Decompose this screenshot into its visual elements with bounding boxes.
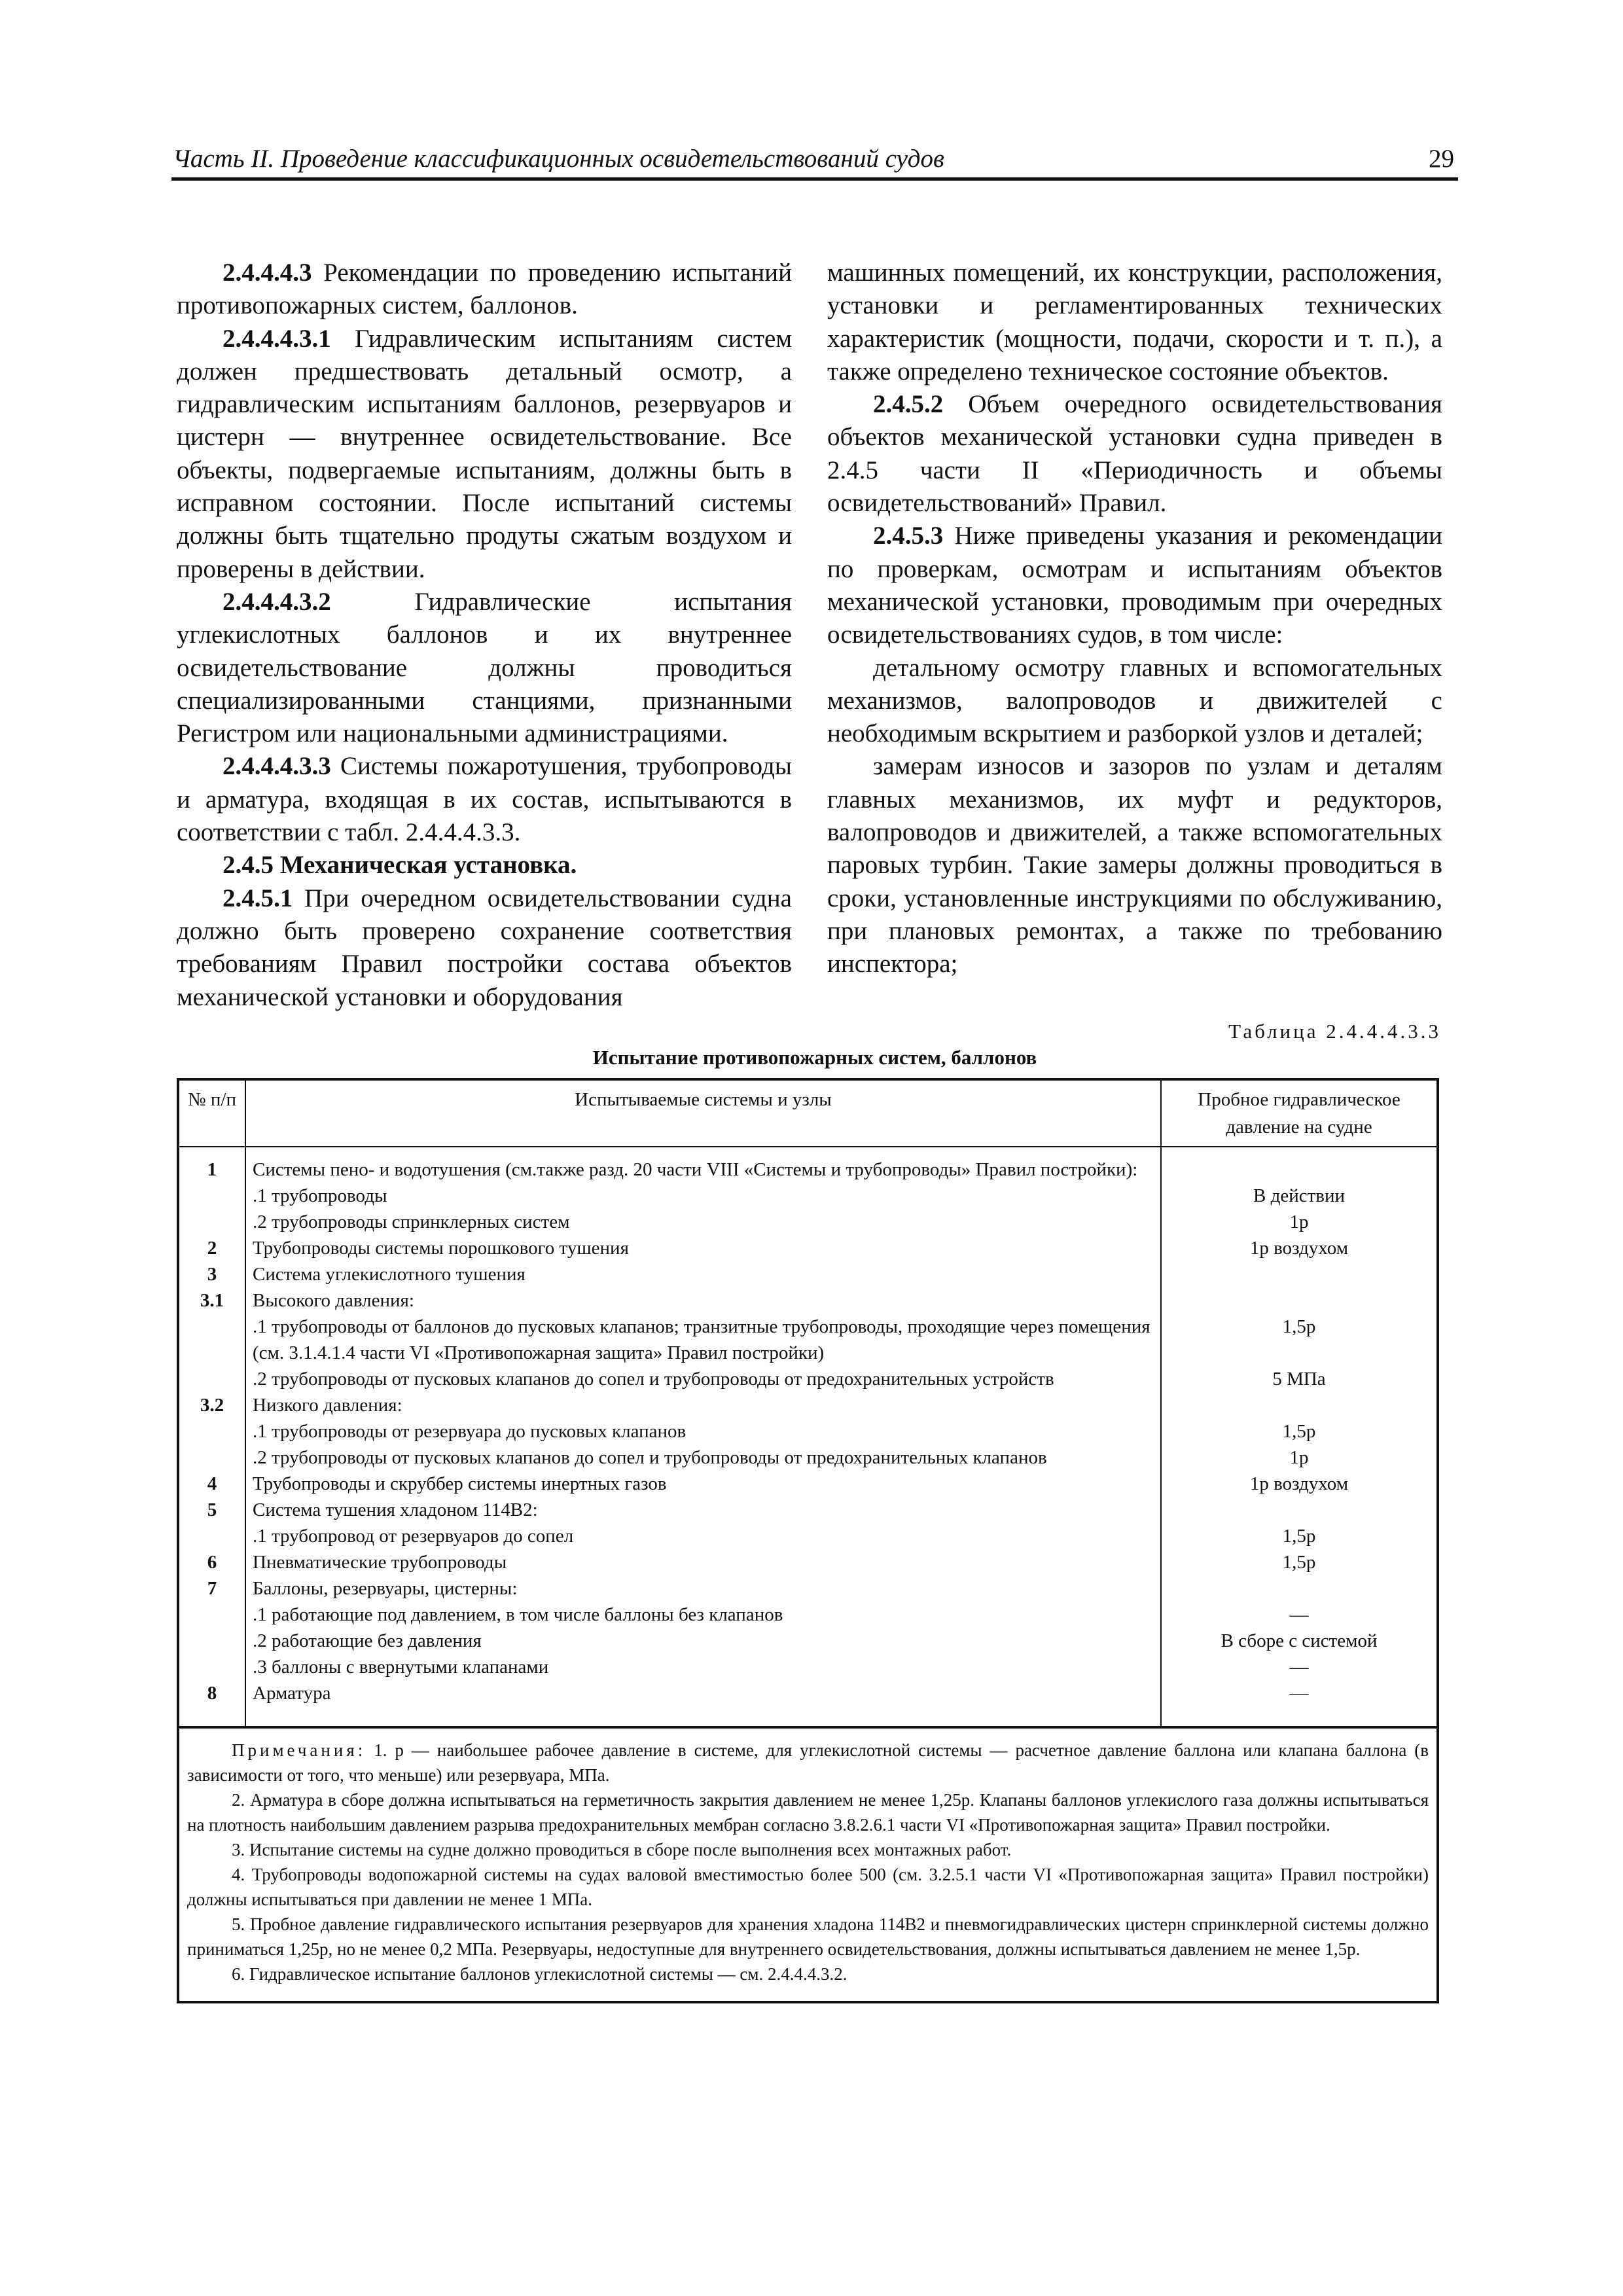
row-description: .2 трубопроводы от пусковых клапанов до сопел и трубопроводы от предохранительных устройств [245, 1366, 1161, 1392]
paragraph [177, 586, 792, 750]
row-description: .2 трубопроводы спринклерных систем [245, 1209, 1161, 1235]
table-row [178, 1392, 1438, 1418]
row-description: Трубопроводы и скруббер системы инертных газов [245, 1471, 1161, 1497]
paragraph-text: При очередном освидетельствовании судна должно быть проверено сохранение соответствия требованиям Правил постройки состава объектов механической установки и оборудования [177, 884, 792, 1011]
clause-number: 2.4.5.3 [873, 522, 944, 550]
row-description: Система углекислотного тушения [245, 1261, 1161, 1287]
row-pressure: 1p [1289, 1447, 1309, 1468]
row-number: 6 [178, 1549, 245, 1575]
row-description: Низкого давления: [245, 1392, 1161, 1418]
row-number [178, 1366, 245, 1392]
paragraph [177, 882, 792, 1014]
row-number: 8 [178, 1680, 245, 1727]
table-row [178, 1471, 1438, 1497]
table-row [178, 1147, 1438, 1183]
page-header [171, 140, 1458, 181]
running-title: Часть II. Проведение классификационных освидетельствований судов [173, 145, 944, 173]
header-systems: Испытываемые системы и узлы [245, 1079, 1161, 1147]
row-description: .1 трубопроводы [245, 1183, 1161, 1209]
row-number [178, 1314, 245, 1366]
note-text: 2. Арматура в сборе должна испытываться на герметичность закрытия давлением не менее 1,25p. Клапаны баллонов углекислого газа должны испытываться на плотность наибольшим давлением разрыва предохранительных мембран согласно 3.8.2.6.1 части VI «Противопожарная защита» Правил постройки. [187, 1790, 1429, 1835]
table-row [178, 1549, 1438, 1575]
paragraph-text: Рекомендации по проведению испытаний противопожарных систем, баллонов. [177, 259, 792, 320]
clause-number: 2.4.4.4.3.2 [223, 587, 331, 616]
row-description: Баллоны, резервуары, цистерны: [245, 1575, 1161, 1602]
row-pressure [1161, 1147, 1438, 1183]
row-description: Пневматические трубопроводы [245, 1549, 1161, 1575]
table-row [178, 1314, 1438, 1366]
paragraph-text: Объем очередного освидетельствования объектов механической установки судна приведен в 2.4.5 части II «Периодичность и объемы освидетельствований» Правил. [827, 390, 1442, 518]
notes-row [178, 1727, 1438, 2002]
row-pressure: — [1289, 1604, 1309, 1625]
row-number [178, 1523, 245, 1549]
row-pressure: 1,5p [1282, 1526, 1316, 1547]
row-description: Арматура [245, 1680, 1161, 1727]
row-pressure: 1,5p [1282, 1316, 1316, 1337]
table-row [178, 1209, 1438, 1235]
row-pressure [1161, 1392, 1438, 1418]
header-pressure: Пробное гидравлическое давление на судне [1161, 1079, 1438, 1147]
table-row [178, 1235, 1438, 1261]
row-number: 3 [178, 1261, 245, 1287]
row-number [178, 1602, 245, 1628]
table-row [178, 1602, 1438, 1628]
table-body [178, 1147, 1438, 1727]
paragraph [177, 323, 792, 586]
paragraph-text: замерам износов и зазоров по узлам и деталям главных механизмов, их муфт и редукторов, валопроводов и движителей, а также вспомогательных паровых турбин. Такие замеры должны проводиться в сроки, установленные инструкциями по обслуживанию, при плановых ремонтах, а также по требованию инспектора; [827, 752, 1442, 978]
row-number [178, 1183, 245, 1209]
note-text: 1. p — наибольшее рабочее давление в системе, для углекислотной системы — расчетное давление баллона или клапана баллона (в зависимости от того, что меньше) или резервуара, МПа. [187, 1740, 1429, 1785]
notes-label: Примечания: [232, 1740, 366, 1760]
note-text: 4. Трубопроводы водопожарной системы на судах валовой вместимостью более 500 (см. 3.2.5.1 части VI «Противопожарная защита» Правил постройки) должны испытываться при давлении не менее 1 МПа. [187, 1865, 1429, 1909]
clause-number: 2.4.4.4.3.3 [223, 752, 331, 781]
table-row [178, 1261, 1438, 1287]
paragraph [177, 849, 792, 882]
paragraph [177, 257, 792, 323]
row-description: Трубопроводы системы порошкового тушения [245, 1235, 1161, 1261]
row-number [178, 1654, 245, 1680]
table-row [178, 1654, 1438, 1680]
table-row [178, 1628, 1438, 1654]
row-number: 1 [178, 1147, 245, 1183]
note [187, 1912, 1429, 1962]
row-number [178, 1209, 245, 1235]
table-row [178, 1183, 1438, 1209]
left-column [177, 257, 792, 1014]
right-column [827, 257, 1442, 981]
row-description: Высокого давления: [245, 1287, 1161, 1314]
table-title: Испытание противопожарных систем, баллонов [592, 1046, 1037, 1069]
header-number: № п/п [178, 1079, 245, 1147]
row-pressure: 1p [1289, 1211, 1309, 1232]
paragraph [827, 257, 1442, 388]
paragraph-text: Гидравлическим испытаниям систем должен предшествовать детальный осмотр, а гидравлическим испытаниям баллонов, резервуаров и цистерн — внутреннее освидетельствование. Все объекты, подвергаемые испытаниям, должны быть в исправном состоянии. После испытаний системы должны быть тщательно продуты сжатым воздухом и проверены в действии. [177, 324, 792, 583]
row-description: .1 трубопроводы от баллонов до пусковых клапанов; транзитные трубопроводы, проходящие через помещения (см. 3.1.4.1.4 части VI «Противопожарная защита» Правил постройки) [245, 1314, 1161, 1366]
table-row [178, 1366, 1438, 1392]
row-number [178, 1444, 245, 1471]
row-pressure: 5 МПа [1272, 1369, 1326, 1390]
row-pressure [1161, 1575, 1438, 1602]
table-row [178, 1418, 1438, 1444]
row-pressure: 1,5p [1282, 1552, 1316, 1573]
row-description: .1 работающие под давлением, в том числе баллоны без клапанов [245, 1602, 1161, 1628]
row-number: 7 [178, 1575, 245, 1602]
paragraph-text: Системы пожаротушения, трубопроводы и арматура, входящая в их состав, испытываются в соответствии с табл. 2.4.4.4.3.3. [177, 752, 792, 847]
paragraph [827, 388, 1442, 520]
row-description: .2 трубопроводы от пусковых клапанов до сопел и трубопроводы от предохранительных клапанов [245, 1444, 1161, 1471]
clause-number: 2.4.5 Механическая установка. [223, 851, 577, 880]
row-number: 3.1 [178, 1287, 245, 1314]
paragraph-text: Гидравлические испытания углекислотных баллонов и их внутреннее освидетельствование должны проводиться специализированными станциями, признанными Регистром или национальными администрациями. [177, 587, 792, 748]
row-number: 3.2 [178, 1392, 245, 1418]
row-number [178, 1418, 245, 1444]
clause-number: 2.4.4.4.3.1 [223, 324, 331, 353]
note [187, 1837, 1429, 1862]
page-number: 29 [1429, 145, 1454, 173]
paragraph-text: детальному осмотру главных и вспомогательных механизмов, валопроводов и движителей с необходимым вскрытием и разборкой узлов и деталей; [827, 653, 1442, 748]
note-text: 6. Гидравлическое испытание баллонов углекислотной системы — см. 2.4.4.4.3.2. [232, 1964, 847, 1984]
note [187, 1862, 1429, 1912]
clause-number: 2.4.5.2 [873, 390, 944, 419]
row-description: .1 трубопровод от резервуаров до сопел [245, 1523, 1161, 1549]
row-description: .3 баллоны с ввернутыми клапанами [245, 1654, 1161, 1680]
paragraph [827, 652, 1442, 751]
row-pressure: В сборе с системой [1221, 1630, 1378, 1651]
row-number: 2 [178, 1235, 245, 1261]
row-pressure [1161, 1497, 1438, 1523]
row-pressure [1161, 1287, 1438, 1314]
note-text: 5. Пробное давление гидравлического испытания резервуаров для хранения хладона 114В2 и пневмогидравлических цистерн спринклерной системы должно приниматься 1,25p, но не менее 0,2 МПа. Резервуары, недоступные для внутреннего освидетельствования, должны испытываться давлением не менее 1,5p. [187, 1914, 1429, 1959]
row-description: .2 работающие без давления [245, 1628, 1161, 1654]
table-row [178, 1444, 1438, 1471]
table-row [178, 1575, 1438, 1602]
row-pressure: — [1289, 1683, 1309, 1704]
note [187, 1738, 1429, 1787]
row-pressure: В действии [1253, 1185, 1345, 1206]
table-header-row [178, 1079, 1438, 1147]
row-number [178, 1628, 245, 1654]
table-row [178, 1287, 1438, 1314]
row-pressure [1161, 1261, 1438, 1287]
clause-number: 2.4.4.4.3 [223, 259, 312, 287]
row-number: 5 [178, 1497, 245, 1523]
paragraph-text: машинных помещений, их конструкции, расположения, установки и регламентированных технических характеристик (мощности, подачи, скорости и т. п.), а также определено техническое состояние объектов. [827, 259, 1442, 386]
row-pressure: — [1289, 1657, 1309, 1677]
table-row [178, 1680, 1438, 1727]
table-notes [178, 1727, 1438, 2002]
table-caption: Таблица 2.4.4.4.3.3 [1228, 1020, 1441, 1043]
test-table [177, 1078, 1439, 2003]
row-pressure: 1p воздухом [1249, 1473, 1349, 1494]
clause-number: 2.4.5.1 [223, 884, 293, 912]
note [187, 1787, 1429, 1837]
paragraph [827, 520, 1442, 651]
paragraph [827, 750, 1442, 980]
row-description: Системы пено- и водотушения (см.также разд. 20 части VIII «Системы и трубопроводы» Правил постройки): [245, 1147, 1161, 1183]
paragraph-text: Ниже приведены указания и рекомендации по проверкам, осмотрам и испытаниям объектов механической установки, проводимым при очередных освидетельствованиях судов, в том числе: [827, 522, 1442, 649]
note-text: 3. Испытание системы на судне должно проводиться в сборе после выполнения всех монтажных работ. [232, 1840, 1012, 1859]
row-description: Система тушения хладоном 114В2: [245, 1497, 1161, 1523]
table-row [178, 1497, 1438, 1523]
table-row [178, 1523, 1438, 1549]
row-pressure: 1p воздухом [1249, 1238, 1349, 1259]
paragraph [177, 750, 792, 849]
row-number: 4 [178, 1471, 245, 1497]
row-description: .1 трубопроводы от резервуара до пусковых клапанов [245, 1418, 1161, 1444]
note [187, 1962, 1429, 1986]
row-pressure: 1,5p [1282, 1421, 1316, 1442]
